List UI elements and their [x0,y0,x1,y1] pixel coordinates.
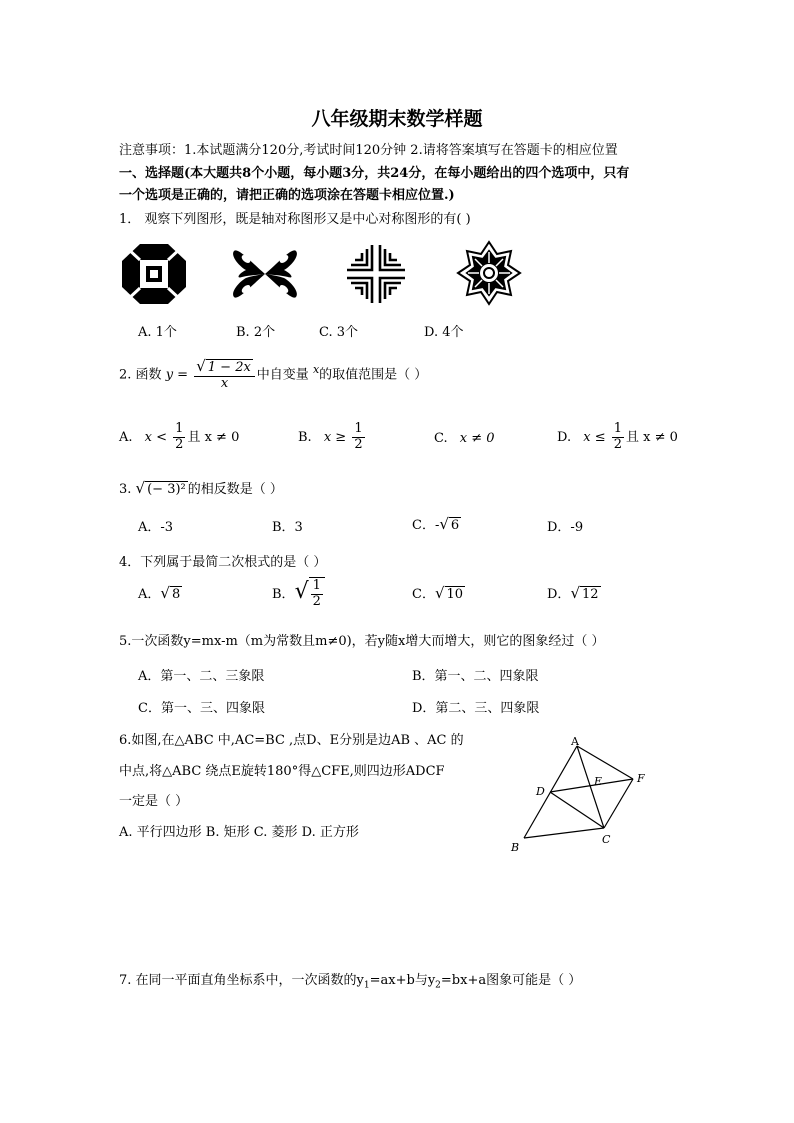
segment-af [577,746,633,779]
q7-sub2: 2 [435,980,441,991]
q2-opt-d-lhs: x ≤ [583,429,606,445]
q2-opt-a-den: 2 [175,436,184,452]
q2-opt-a-label: A. [119,429,133,445]
q4-opt-a-rad: 8 [171,587,181,602]
segment-dc [550,792,604,828]
q2-opt-c-label: C. [434,431,448,446]
q7-stem [119,969,581,991]
q4-opt-d-rad: 12 [582,587,599,602]
q2-denominator: x [220,375,229,391]
q2-var: x [312,363,320,377]
q7-pre: 7. 在同一平面直角坐标系中，一次函数的y [119,973,364,988]
q2-fraction: $\frac{√ 1 - 2x}{x}$ [194,358,255,392]
q4-opt-d-label: D． [547,587,571,602]
octagon-square-figure [122,244,186,304]
q3-option-a: A．-3 [138,520,174,535]
q3-option-d: D．-9 [547,520,584,535]
q3-stem: 3. √ (− 3)² 的相反数是（ ） [119,479,283,497]
q4-opt-c-rad: 10 [446,587,464,602]
q1-option-a: A. 1个 [138,325,177,340]
q6-geometry-figure [500,735,660,857]
q3-opt-c-rad: 6 [450,518,460,533]
q2-opt-d-num: 1 [613,421,623,436]
q2-prefix: 2. 函数 [119,367,162,383]
q1-option-b: B. 2个 [236,325,276,340]
notice: 注意事项：1.本试题满分120分,考试时间120分钟 2.请将答案填写在答题卡的相应位置 [119,143,618,158]
q4-opt-c-label: C． [412,587,435,602]
q2-option-d [557,422,678,453]
q2-y: y = [165,367,189,383]
q5-option-c: C．第一、三、四象限 [138,701,265,716]
q2-option-c [434,431,495,446]
q2-opt-a-rhs: 且 x ≠ 0 [187,429,240,445]
segment-fc [604,779,633,828]
q2-opt-b-num: 1 [354,421,363,436]
q2-option-a [119,422,239,453]
q2-opt-a-num: 1 [175,421,184,436]
label-d: D [536,785,545,798]
q2-opt-a-lhs: x < [144,429,168,445]
section1-line1: 一、选择题(本大题共8个小题，每小题3分，共24分，在每小题给出的四个选项中，只有 [119,166,630,181]
star-flower-figure [455,240,523,306]
cross-lines-figure [345,243,407,305]
q2-option-b [298,422,367,453]
label-c: C [602,833,611,846]
q2-opt-d-label: D. [557,429,572,445]
q6-line2: 中点,将△ABC 绕点E旋转180°得△CFE,则四边形ADCF [119,764,445,779]
q5-option-a: A．第一、二、三象限 [138,669,265,684]
page-title: 八年级期末数学样题 [311,108,483,130]
q1-option-d: D. 4个 [424,325,464,340]
q4-opt-b-num: 1 [312,578,321,593]
q6-line3: 一定是（ ） [119,794,189,809]
q3-radicand: (− 3)² [147,482,186,497]
q4-opt-b-label: B． [272,586,295,602]
q4-opt-a-label: A． [138,587,161,602]
q3-opt-c-label: C．- [412,518,440,533]
q4-option-a: A．√ 8 [138,584,181,602]
segment-bc [524,828,604,838]
q7-sub1: 1 [363,980,370,991]
label-a: A [571,735,579,748]
q7-post: =bx+a图象可能是（ ） [440,973,582,988]
q2-opt-b-den: 2 [354,436,363,452]
section1-line2: 一个选项是正确的，请把正确的选项涂在答题卡相应位置.) [119,188,455,203]
q6-line1: 6.如图,在△ABC 中,AC=BC ,点D、E分别是边AB 、AC 的 [119,733,464,748]
q4-option-c: C．√ 10 [412,584,464,602]
butterfly-figure [230,243,300,305]
q1-option-c: C. 3个 [319,325,359,340]
q2-opt-c-text: x ≠ 0 [459,431,495,446]
q2-opt-b-lhs: x ≥ [323,429,347,445]
q3-suffix: 的相反数是（ ） [187,482,283,497]
q4-stem: 4．下列属于最简二次根式的是（ ） [119,555,327,570]
label-b: B [511,841,520,854]
q2-suffix-a: 中自变量 [256,367,309,383]
q3-prefix: 3. [119,482,132,497]
q2-suffix-b: 的取值范围是（ ） [319,367,428,383]
q2-opt-d-rhs: 且 x ≠ 0 [626,429,678,445]
label-f: F [637,772,645,785]
q5-option-b: B．第一、二、四象限 [412,669,539,684]
label-e: E [594,775,603,788]
q2-radicand: 1 − 2x [207,360,251,375]
q4-option-b: B．√ $\frac{1}{2}$ [272,577,325,610]
q2-opt-d-den: 2 [613,436,623,452]
q4-option-d: D．√ 12 [547,584,599,602]
q4-opt-b-den: 2 [312,593,321,609]
q6-options: A. 平行四边形 B. 矩形 C. 菱形 D. 正方形 [119,825,359,840]
q5-stem: 5.一次函数y=mx-m（m为常数且m≠0)，若y随x增大而增大，则它的图象经过（ ） [119,634,605,649]
q7-mid: =ax+b与y [369,973,436,988]
q1-stem: 1． 观察下列图形，既是轴对称图形又是中心对称图形的有( ) [119,212,471,227]
q2-stem [119,358,427,394]
q2-opt-b-label: B. [298,429,312,445]
q5-option-d: D．第二、三、四象限 [412,701,540,716]
q3-option-b: B．3 [272,520,303,535]
q3-option-c: C．-√ 6 [412,515,460,533]
